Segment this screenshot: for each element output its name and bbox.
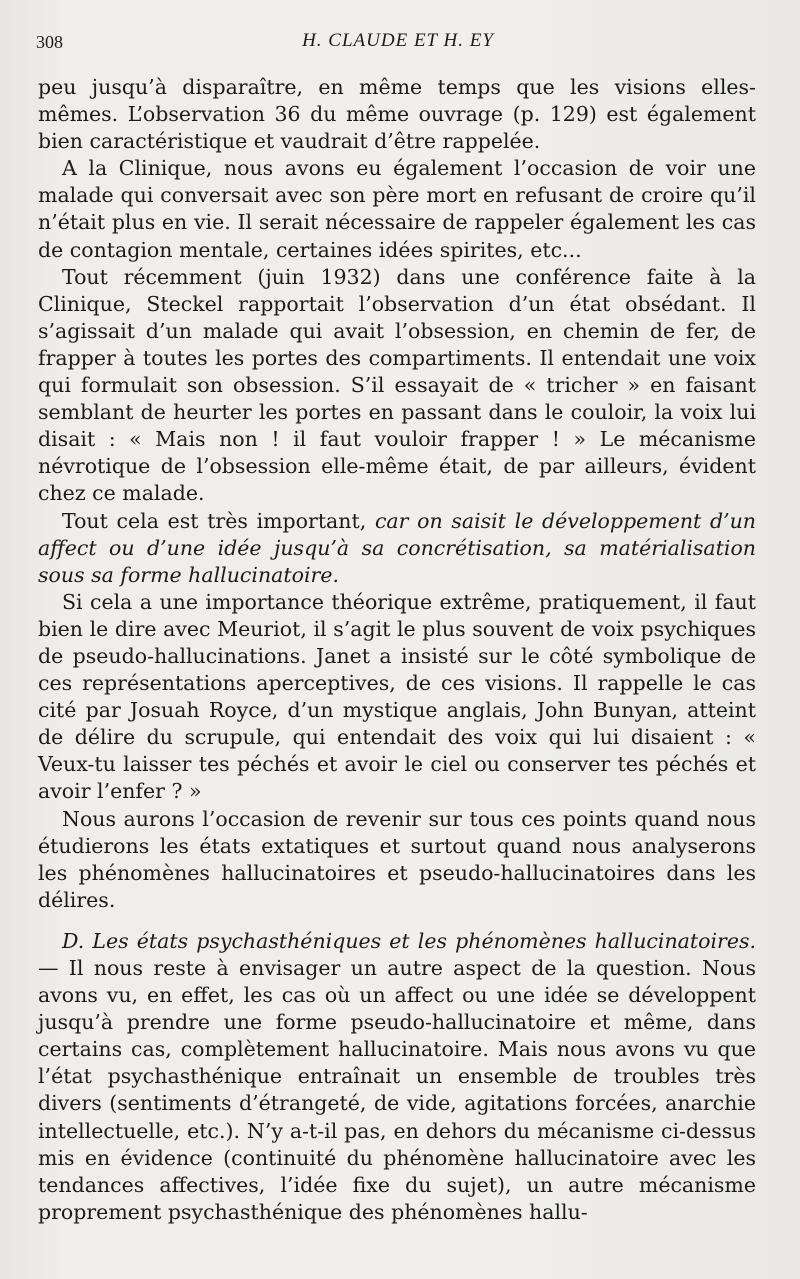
- paragraph-text: peu jusqu’à disparaître, en même temps que les visions elles-mêmes. L’observation 36 du même ouvrage (p. 129) est également bien caractéristique et vaudrait d’être rappelée.: [38, 75, 756, 154]
- section-heading: D. Les états psychasthéniques et les phénomènes hallucinatoires.: [62, 928, 756, 953]
- paragraph-text: — Il nous reste à envisager un autre aspect de la question. Nous avons vu, en effet, les cas où un affect ou une idée se développent jusqu’à prendre une forme pseudo-hallucinatoire et même, dans certains cas, complètement hallucinatoire. Mais nous avons vu que l’état psychasthénique entraînait un ensemble de troubles très divers (sentiments d’étrangeté, de vide, agitations forcées, anarchie intellectuelle, etc.). N’y a-t-il pas, en dehors du mécanisme ci-dessus mis en évidence (continuité du phénomène hallucinatoire avec les tendances affectives, l’idée fixe du sujet), un autre mécanisme proprement psychasthénique des phénomènes hallu-: [38, 956, 756, 1224]
- body-text: [38, 74, 756, 1226]
- running-head: [36, 30, 760, 56]
- paragraph-text: Tout cela est très important,: [62, 508, 375, 533]
- paragraph: [38, 74, 756, 155]
- paragraph-text: A la Clinique, nous avons eu également l’occasion de voir une malade qui conversait avec son père mort en refusant de croire qu’il n’était plus en vie. Il serait nécessaire de rappeler également les cas de contagion mentale, certaines idées spirites, etc...: [38, 156, 756, 262]
- section-paragraph: [38, 928, 756, 1226]
- running-title: H. CLAUDE ET H. EY: [302, 30, 494, 51]
- page-number: 308: [36, 32, 63, 52]
- paragraph: [38, 155, 756, 263]
- paragraph: [38, 264, 756, 508]
- paragraph: [38, 806, 756, 914]
- paragraph: [38, 508, 756, 589]
- italic-emphasis: car on saisit le développement d’un affect ou d’une idée jusqu’à sa concrétisation, sa matérialisation sous sa forme hallucinatoire.: [38, 508, 756, 587]
- paragraph: [38, 589, 756, 806]
- paragraph-text: Tout récemment (juin 1932) dans une conférence faite à la Clinique, Steckel rapportait l’observation d’un état obsédant. Il s’agissait d’un malade qui avait l’obsession, en chemin de fer, de frapper à toutes les portes des compartiments. Il entendait une voix qui formulait son obsession. S’il essayait de « tricher » en faisant semblant de heurter les portes en passant dans le couloir, la voix lui disait : « Mais non ! il faut vouloir frapper ! » Le mécanisme névrotique de l’obsession elle-même était, de par ailleurs, évident chez ce malade.: [38, 264, 756, 506]
- paragraph-text: Si cela a une importance théorique extrême, pratiquement, il faut bien le dire avec Meuriot, il s’agit le plus souvent de voix psychiques de pseudo-hallucinations. Janet a insisté sur le côté symbolique de ces représentations aperceptives, de ces visions. Il rappelle le cas cité par Josuah Royce, d’un mystique anglais, John Bunyan, atteint de délire du scrupule, qui entendait des voix qui lui disaient : « Veux-tu laisser tes péchés et avoir le ciel ou conserver tes péchés et avoir l’enfer ? »: [38, 589, 756, 804]
- paragraph-text: Nous aurons l’occasion de revenir sur tous ces points quand nous étudierons les états extatiques et surtout quand nous analyserons les phénomènes hallucinatoires et pseudo-hallucinatoires dans les délires.: [38, 806, 756, 912]
